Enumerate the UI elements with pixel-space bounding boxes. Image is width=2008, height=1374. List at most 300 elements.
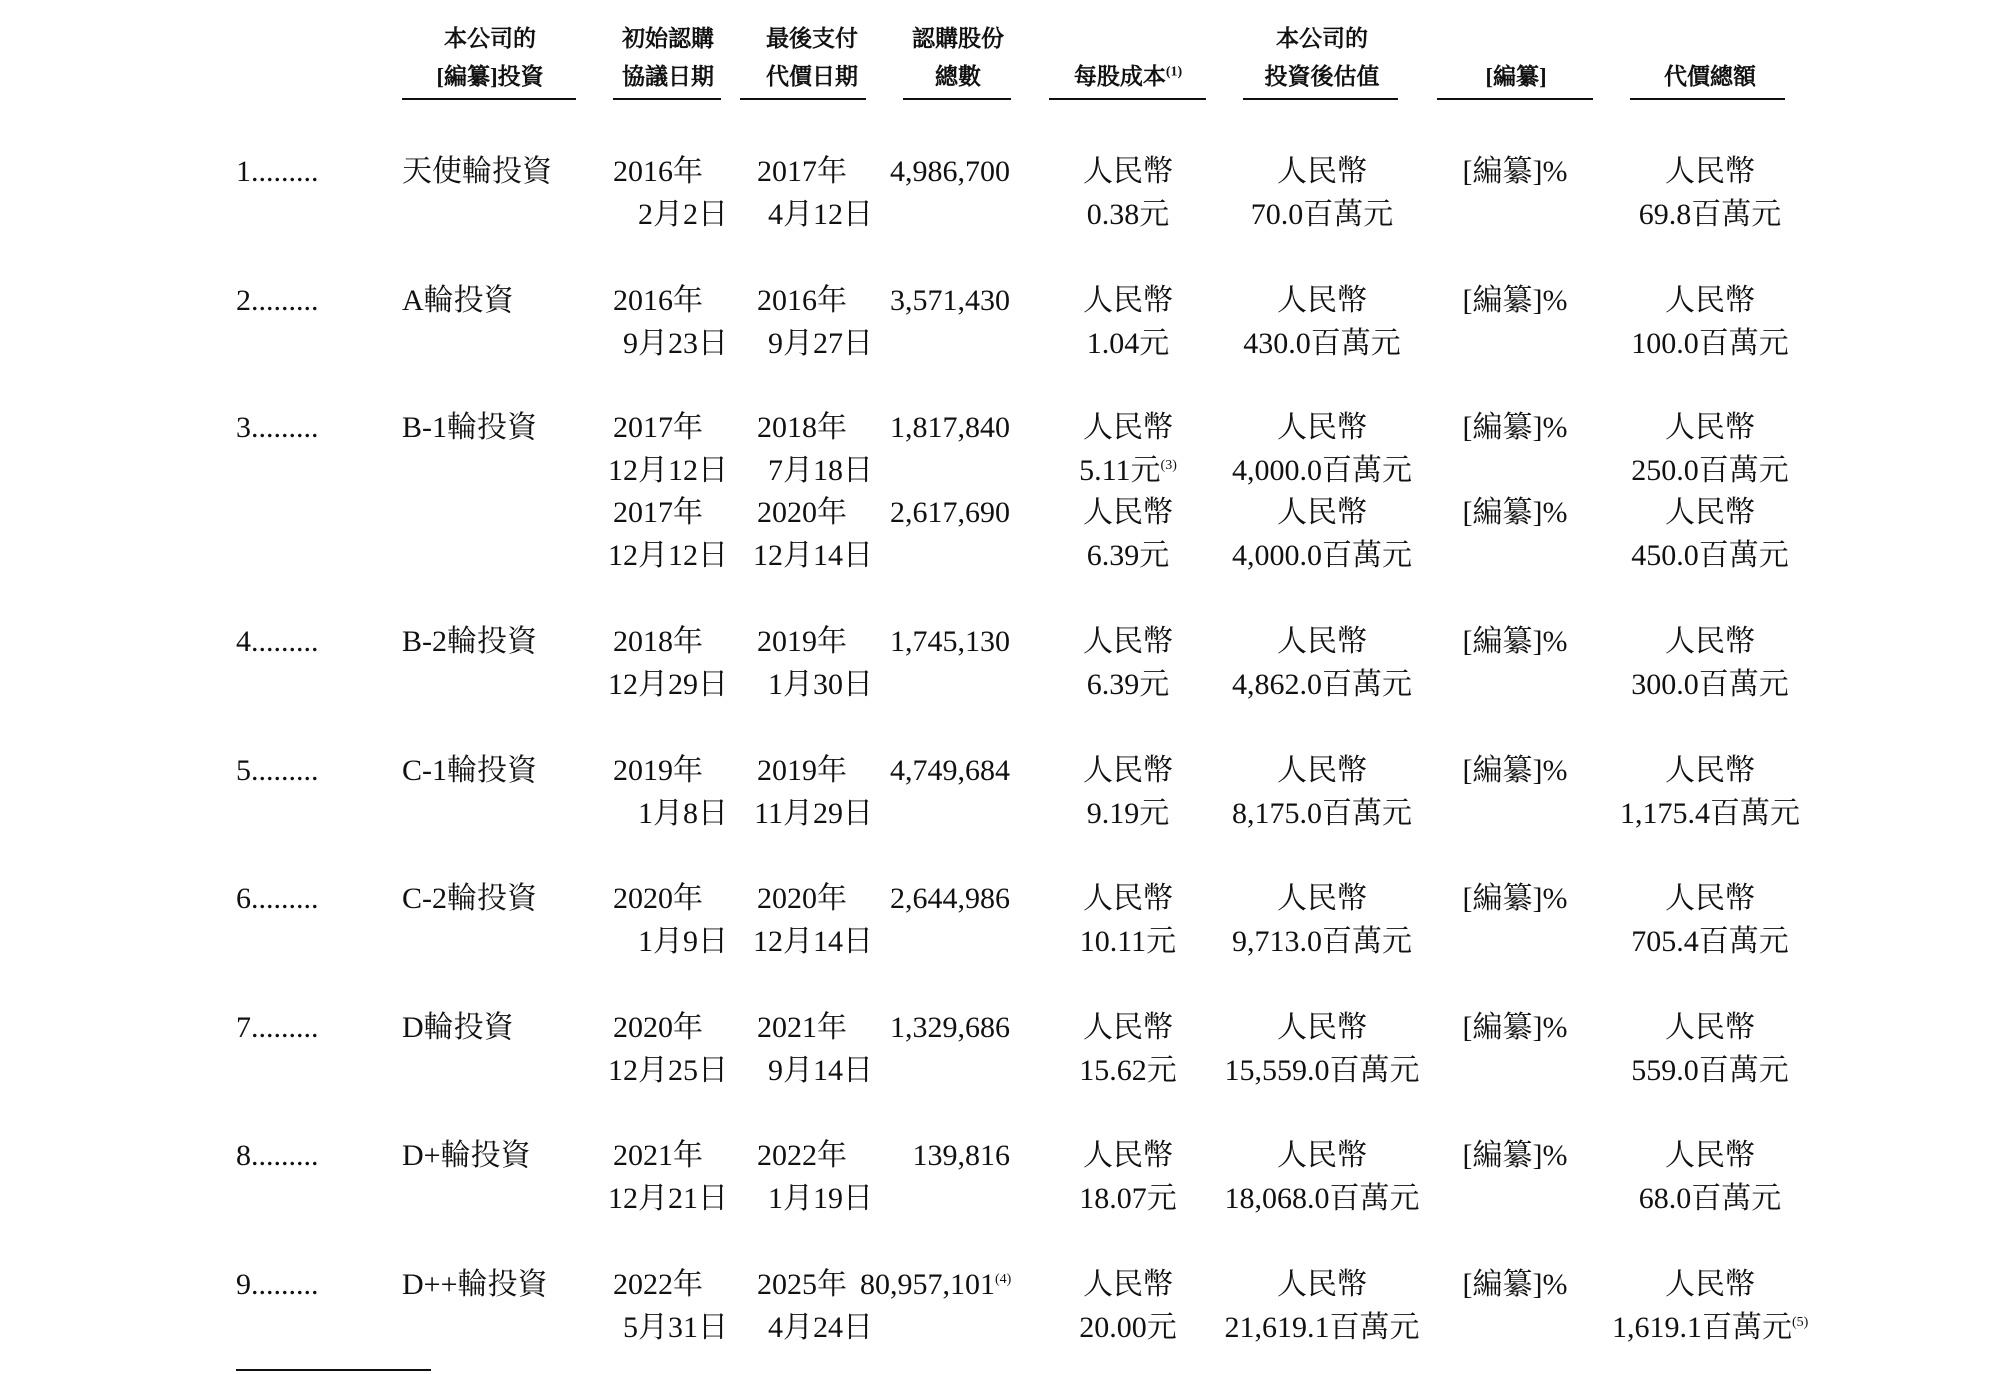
payment-day [745,1177,873,1220]
header-cost-per-share-text: 每股成本 [1073,64,1166,89]
agreement-day [600,449,728,492]
payment-year-text: 2019年 [757,754,847,787]
cost-value [1048,792,1208,835]
investment-name-text: C-1輪投資 [402,754,537,787]
cost-value-text: 18.07元 [1079,1182,1177,1215]
payment-year-text: 2021年 [757,1011,847,1044]
valuation-currency-text: 人民幣 [1277,625,1367,658]
cost-currency-text: 人民幣 [1083,754,1173,787]
row-index [236,1263,366,1306]
header-total-consideration-line1 [1600,20,1820,58]
total-shares [860,620,1010,663]
payment-year-text: 2017年 [757,155,847,188]
payment-year [757,406,877,449]
payment-day [745,534,873,577]
cost-value-text: 10.11元 [1079,925,1177,958]
agreement-day-text: 12月12日 [608,539,728,572]
payment-year [757,150,877,193]
payment-year-text: 2020年 [757,496,847,529]
header-cost-per-share-rule [1049,98,1206,100]
header-total-consideration-line2 [1600,58,1820,96]
total-shares [860,1263,1010,1306]
valuation-value [1222,534,1422,577]
agreement-year [613,150,733,193]
payment-day-text: 4月24日 [768,1311,873,1344]
payment-year [757,620,877,663]
valuation-value-text: 8,175.0百萬元 [1232,797,1412,830]
header-total-shares-line1: 認購股份 [912,26,1004,51]
payment-day [745,792,873,835]
row-index-text: 6......... [236,882,319,915]
cost-value [1048,1177,1208,1220]
header-cost-per-share [1018,20,1238,96]
total-shares-text: 4,749,684 [890,754,1010,787]
total-currency-text: 人民幣 [1665,1011,1755,1044]
footnote-ref: (3) [1160,458,1177,473]
investment-name-text: A輪投資 [402,284,514,317]
valuation-value-text: 18,068.0百萬元 [1224,1182,1420,1215]
investment-name [402,620,602,663]
cost-value [1048,1306,1208,1349]
total-shares [860,749,1010,792]
agreement-year [613,1134,733,1177]
agreement-year [613,620,733,663]
cost-value-text: 15.62元 [1079,1054,1177,1087]
total-shares-text: 1,817,840 [890,411,1010,444]
redacted-percent [1437,150,1593,193]
header-total-consideration-rule [1630,98,1785,100]
total-currency-text: 人民幣 [1665,155,1755,188]
valuation-currency-text: 人民幣 [1277,754,1367,787]
cost-value [1048,1049,1208,1092]
agreement-day-text: 1月8日 [638,797,728,830]
valuation-value-text: 21,619.1百萬元 [1224,1311,1420,1344]
total-value-text: 705.4百萬元 [1631,925,1789,958]
total-value-text: 559.0百萬元 [1631,1054,1789,1087]
investment-name [402,150,602,193]
cost-currency [1048,620,1208,663]
total-shares [860,1006,1010,1049]
total-currency-text: 人民幣 [1665,625,1755,658]
payment-day-text: 9月14日 [768,1054,873,1087]
payment-day-text: 12月14日 [753,925,873,958]
payment-day [745,322,873,365]
payment-day-text: 9月27日 [768,327,873,360]
total-currency [1612,150,1808,193]
redacted-percent [1437,877,1593,920]
total-shares-text: 1,745,130 [890,625,1010,658]
investment-name [402,1263,602,1306]
agreement-day [600,1049,728,1092]
total-shares-text: 139,816 [912,1139,1010,1172]
redacted-percent-text: [編纂]% [1462,625,1568,658]
investment-name [402,406,602,449]
total-value-text: 1,619.1百萬元 [1612,1311,1792,1344]
total-currency [1612,279,1808,322]
total-shares [860,877,1010,920]
redacted-percent [1437,1263,1593,1306]
total-value [1612,193,1808,236]
payment-day-text: 4月12日 [768,198,873,231]
header-total-shares-rule [903,98,1011,100]
valuation-currency [1222,749,1422,792]
total-currency [1612,877,1808,920]
valuation-currency [1222,877,1422,920]
investment-name-text: C-2輪投資 [402,882,537,915]
cost-currency-text: 人民幣 [1083,411,1173,444]
total-value [1612,663,1808,706]
cost-currency [1048,491,1208,534]
redacted-percent [1437,406,1593,449]
total-value [1612,1049,1808,1092]
total-shares-text: 2,644,986 [890,882,1010,915]
cost-currency-text: 人民幣 [1083,625,1173,658]
row-index-text: 8......... [236,1139,319,1172]
row-index-text: 9......... [236,1268,319,1301]
cost-value [1048,193,1208,236]
total-shares-text: 4,986,700 [890,155,1010,188]
row-index [236,620,366,663]
total-shares-text: 3,571,430 [890,284,1010,317]
redacted-percent [1437,1134,1593,1177]
valuation-value [1222,920,1422,963]
cost-value-text: 5.11元 [1079,454,1161,487]
cost-value-text: 6.39元 [1086,539,1170,572]
payment-year [757,1263,877,1306]
valuation-value [1222,1306,1422,1349]
agreement-year-text: 2020年 [613,882,703,915]
header-cost-per-share-line1 [1018,20,1238,58]
total-value [1612,792,1808,835]
total-currency-text: 人民幣 [1665,882,1755,915]
valuation-currency-text: 人民幣 [1277,496,1367,529]
valuation-value-text: 4,000.0百萬元 [1232,539,1412,572]
row-index [236,150,366,193]
row-index-text: 1......... [236,155,319,188]
total-currency-text: 人民幣 [1665,284,1755,317]
valuation-value [1222,449,1422,492]
agreement-day [600,193,728,236]
agreement-day-text: 12月21日 [608,1182,728,1215]
total-shares [860,150,1010,193]
redacted-percent [1437,620,1593,663]
valuation-currency-text: 人民幣 [1277,882,1367,915]
total-value-text: 300.0百萬元 [1631,668,1789,701]
cost-value [1048,663,1208,706]
payment-year [757,1134,877,1177]
payment-day [745,663,873,706]
payment-day [745,449,873,492]
total-currency [1612,1263,1808,1306]
agreement-year-text: 2016年 [613,284,703,317]
agreement-day [600,663,728,706]
investment-name-text: D+輪投資 [402,1139,531,1172]
cost-currency-text: 人民幣 [1083,155,1173,188]
valuation-currency [1222,279,1422,322]
payment-year-text: 2025年 [757,1268,847,1301]
payment-year [757,1006,877,1049]
agreement-year-text: 2020年 [613,1011,703,1044]
valuation-currency [1222,1134,1422,1177]
agreement-day [600,322,728,365]
agreement-year-text: 2016年 [613,155,703,188]
cost-currency-text: 人民幣 [1083,1011,1173,1044]
agreement-day-text: 12月12日 [608,454,728,487]
header-investment-text: [編纂]投資 [436,64,544,89]
total-value [1612,1177,1808,1220]
header-valuation-line1: 本公司的 [1276,26,1368,51]
cost-value-text: 1.04元 [1086,327,1170,360]
valuation-value-text: 9,713.0百萬元 [1232,925,1412,958]
header-agreement-date-text: 協議日期 [622,64,714,89]
investment-name-text: 天使輪投資 [402,155,552,188]
cost-currency-text: 人民幣 [1083,1268,1173,1301]
redacted-percent-text: [編纂]% [1462,1268,1568,1301]
header-cost-per-share-line2 [1018,58,1238,96]
cost-value-text: 9.19元 [1086,797,1170,830]
redacted-percent [1437,1006,1593,1049]
cost-currency [1048,1006,1208,1049]
total-shares-text: 80,957,101 [860,1268,995,1301]
valuation-currency-text: 人民幣 [1277,284,1367,317]
valuation-currency-text: 人民幣 [1277,1011,1367,1044]
investment-name-text: D輪投資 [402,1011,514,1044]
valuation-value [1222,193,1422,236]
header-redacted-line2 [1406,58,1626,96]
header-valuation-text: 投資後估值 [1264,64,1380,89]
total-shares-text: 2,617,690 [890,496,1010,529]
agreement-day-text: 9月23日 [623,327,728,360]
cost-currency [1048,749,1208,792]
cost-value [1048,322,1208,365]
investment-name [402,877,602,920]
total-currency [1612,406,1808,449]
footnote-ref: (1) [1165,64,1183,80]
total-value [1612,322,1808,365]
agreement-year-text: 2021年 [613,1139,703,1172]
header-total-consideration-text: 代價總額 [1664,64,1756,89]
cost-currency-text: 人民幣 [1083,284,1173,317]
agreement-year-text: 2018年 [613,625,703,658]
valuation-currency-text: 人民幣 [1277,1139,1367,1172]
agreement-day [600,1306,728,1349]
valuation-value [1222,322,1422,365]
payment-year-text: 2022年 [757,1139,847,1172]
cost-currency [1048,877,1208,920]
agreement-year [613,1006,733,1049]
valuation-currency [1222,491,1422,534]
total-currency-text: 人民幣 [1665,411,1755,444]
cost-currency-text: 人民幣 [1083,496,1173,529]
row-index [236,749,366,792]
payment-year-text: 2019年 [757,625,847,658]
valuation-value [1222,792,1422,835]
agreement-year-text: 2017年 [613,496,703,529]
total-value [1612,1306,1808,1349]
investment-name-text: B-2輪投資 [402,625,537,658]
total-shares [860,1134,1010,1177]
agreement-day-text: 12月25日 [608,1054,728,1087]
total-value-text: 450.0百萬元 [1631,539,1789,572]
cost-currency [1048,406,1208,449]
agreement-year [613,877,733,920]
header-total-shares-text: 總數 [935,64,981,89]
total-value [1612,920,1808,963]
cost-currency [1048,150,1208,193]
valuation-value-text: 4,000.0百萬元 [1232,454,1412,487]
valuation-currency [1222,1263,1422,1306]
total-currency [1612,749,1808,792]
total-shares [860,406,1010,449]
agreement-year [613,279,733,322]
header-valuation-line2 [1212,58,1432,96]
valuation-currency [1222,1006,1422,1049]
payment-year [757,877,877,920]
row-index [236,406,366,449]
agreement-year-text: 2017年 [613,411,703,444]
investment-name [402,279,602,322]
header-investment-line1: 本公司的 [444,26,536,51]
footnote-rule [236,1369,431,1371]
redacted-percent-text: [編纂]% [1462,284,1568,317]
agreement-day [600,534,728,577]
redacted-percent-text: [編纂]% [1462,754,1568,787]
payment-day-text: 12月14日 [753,539,873,572]
total-currency-text: 人民幣 [1665,496,1755,529]
payment-year [757,279,877,322]
total-shares [860,491,1010,534]
agreement-year-text: 2022年 [613,1268,703,1301]
payment-day-text: 11月29日 [754,797,873,830]
header-agreement-date-line1: 初始認購 [622,26,714,51]
row-index-text: 7......... [236,1011,319,1044]
payment-day [745,193,873,236]
valuation-currency-text: 人民幣 [1277,1268,1367,1301]
header-redacted [1406,20,1626,96]
row-index-text: 3......... [236,411,319,444]
valuation-value-text: 4,862.0百萬元 [1232,668,1412,701]
redacted-percent-text: [編纂]% [1462,496,1568,529]
header-redacted-rule [1437,98,1593,100]
header-valuation [1212,20,1432,96]
valuation-currency [1222,406,1422,449]
valuation-value [1222,1049,1422,1092]
agreement-day-text: 1月9日 [638,925,728,958]
row-index [236,1134,366,1177]
row-index [236,1006,366,1049]
cost-value-text: 0.38元 [1086,198,1170,231]
cost-value [1048,920,1208,963]
agreement-year [613,1263,733,1306]
cost-currency-text: 人民幣 [1083,1139,1173,1172]
row-index [236,279,366,322]
total-value-text: 100.0百萬元 [1631,327,1789,360]
total-value [1612,534,1808,577]
total-shares-text: 1,329,686 [890,1011,1010,1044]
payment-day [745,1049,873,1092]
total-currency [1612,1134,1808,1177]
footnote-ref: (4) [995,1272,1012,1287]
payment-year-text: 2020年 [757,882,847,915]
payment-day-text: 7月18日 [768,454,873,487]
total-currency-text: 人民幣 [1665,1268,1755,1301]
cost-currency [1048,1263,1208,1306]
total-value-text: 1,175.4百萬元 [1620,797,1800,830]
agreement-year [613,406,733,449]
total-currency-text: 人民幣 [1665,754,1755,787]
payment-year-text: 2016年 [757,284,847,317]
payment-year [757,749,877,792]
payment-day-text: 1月19日 [768,1182,873,1215]
redacted-percent-text: [編纂]% [1462,155,1568,188]
header-payment-date-text: 代價日期 [766,64,858,89]
valuation-value-text: 430.0百萬元 [1243,327,1401,360]
footnote-ref: (5) [1792,1315,1809,1330]
header-total-consideration [1600,20,1820,96]
investment-name [402,1006,602,1049]
valuation-value-text: 70.0百萬元 [1250,198,1394,231]
payment-year-text: 2018年 [757,411,847,444]
redacted-percent [1437,749,1593,792]
cost-value [1048,449,1208,492]
valuation-value-text: 15,559.0百萬元 [1224,1054,1420,1087]
total-value [1612,449,1808,492]
row-index [236,877,366,920]
header-payment-date-rule [740,98,866,100]
payment-year [757,491,877,534]
investment-name [402,749,602,792]
header-valuation-rule [1243,98,1398,100]
total-currency-text: 人民幣 [1665,1139,1755,1172]
cost-currency [1048,279,1208,322]
redacted-percent [1437,491,1593,534]
payment-day-text: 1月30日 [768,668,873,701]
total-value-text: 68.0百萬元 [1638,1182,1782,1215]
agreement-year [613,491,733,534]
agreement-day [600,920,728,963]
valuation-currency-text: 人民幣 [1277,411,1367,444]
agreement-year-text: 2019年 [613,754,703,787]
total-currency [1612,491,1808,534]
redacted-percent-text: [編纂]% [1462,1139,1568,1172]
redacted-percent-text: [編纂]% [1462,411,1568,444]
row-index-text: 5......... [236,754,319,787]
redacted-percent-text: [編纂]% [1462,1011,1568,1044]
cost-currency-text: 人民幣 [1083,882,1173,915]
header-redacted-text: [編纂] [1485,64,1547,89]
valuation-value [1222,1177,1422,1220]
total-value-text: 69.8百萬元 [1638,198,1782,231]
investment-name-text: B-1輪投資 [402,411,537,444]
total-currency [1612,620,1808,663]
agreement-day-text: 2月2日 [638,198,728,231]
total-currency [1612,1006,1808,1049]
redacted-percent [1437,279,1593,322]
row-index-text: 2......... [236,284,319,317]
payment-day [745,920,873,963]
header-investment-rule [402,98,576,100]
investment-name [402,1134,602,1177]
investment-name-text: D++輪投資 [402,1268,548,1301]
agreement-day [600,1177,728,1220]
valuation-currency [1222,620,1422,663]
redacted-percent-text: [編纂]% [1462,882,1568,915]
valuation-currency [1222,150,1422,193]
total-shares [860,279,1010,322]
payment-day [745,1306,873,1349]
cost-value [1048,534,1208,577]
cost-value-text: 20.00元 [1079,1311,1177,1344]
